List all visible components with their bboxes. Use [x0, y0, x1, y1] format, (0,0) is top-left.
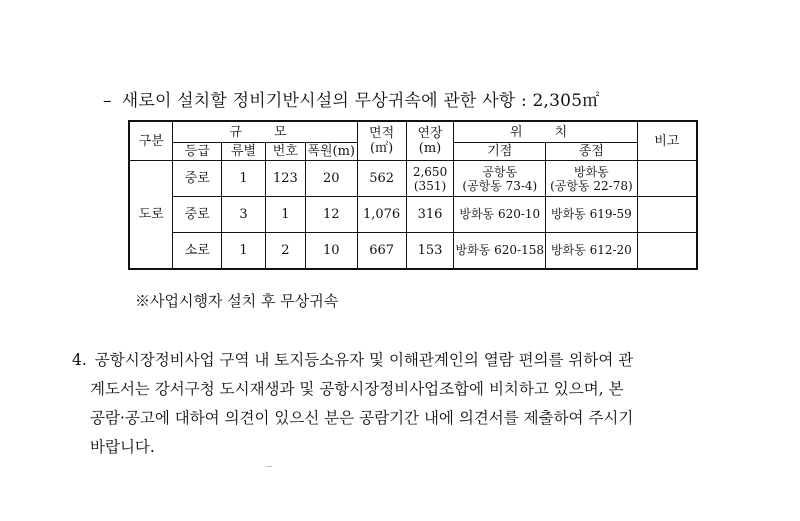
cell-number: 1	[265, 197, 305, 233]
header-width: 폭원(m)	[305, 143, 357, 161]
cell-class: 1	[222, 233, 266, 270]
cell-width: 10	[305, 233, 357, 270]
cell-start: 공항동 (공항동 73-4)	[454, 161, 546, 197]
header-number: 번호	[265, 143, 305, 161]
numbered-paragraph	[72, 348, 752, 464]
cell-number: 2	[265, 233, 305, 270]
cell-area: 562	[357, 161, 406, 197]
header-length: 연장 (m)	[406, 121, 454, 161]
heading-dash: –	[103, 91, 112, 111]
cell-remark	[637, 161, 697, 197]
cell-width: 20	[305, 161, 357, 197]
cell-length: 153	[406, 233, 454, 270]
header-grade: 등급	[173, 143, 222, 161]
header-remark: 비고	[637, 121, 697, 161]
cell-end: 방화동 612-20	[546, 233, 638, 270]
table-row	[129, 197, 697, 233]
cell-end: 방화동 619-59	[546, 197, 638, 233]
cell-number: 123	[265, 161, 305, 197]
cell-area: 667	[357, 233, 406, 270]
header-end: 종점	[546, 143, 638, 161]
cell-length: 316	[406, 197, 454, 233]
cell-end: 방화동 (공항동 22-78)	[546, 161, 638, 197]
infrastructure-table	[128, 120, 698, 270]
cell-class: 1	[222, 161, 266, 197]
cell-remark	[637, 233, 697, 270]
cell-start: 방화동 620-10	[454, 197, 546, 233]
table-note: ※사업시행자 설치 후 무상귀속	[135, 292, 339, 310]
table-row	[129, 161, 697, 197]
table-row	[129, 233, 697, 270]
road-label: 도로	[129, 161, 173, 270]
cell-grade: 중로	[173, 161, 222, 197]
header-category: 구분	[129, 121, 173, 161]
paragraph-text: 공항시장정비사업 구역 내 토지등소유자 및 이해관계인의 열람 편의를 위하여 관	[94, 351, 634, 369]
header-location: 위 치	[454, 121, 637, 143]
header-class: 류별	[222, 143, 266, 161]
section-heading	[103, 86, 599, 111]
cell-grade: 중로	[173, 197, 222, 233]
paragraph-line: 계도서는 강서구청 도시재생과 및 공항시장정비사업조합에 비치하고 있으며, 본	[90, 380, 624, 398]
cell-area: 1,076	[357, 197, 406, 233]
header-area: 면적 (㎡)	[357, 121, 406, 161]
heading-text: 새로이 설치할 정비기반시설의 무상귀속에 관한 사항 : 2,305㎡	[121, 91, 600, 111]
paragraph-line: 바랍니다.	[90, 438, 155, 456]
paragraph-line	[72, 348, 752, 377]
paragraph-line: 공람·공고에 대하여 의견이 있으신 분은 공람기간 내에 의견서를 제출하여 주시기	[90, 409, 634, 427]
cell-length: 2,650 (351)	[406, 161, 454, 197]
paragraph-number: 4.	[72, 351, 87, 369]
cell-width: 12	[305, 197, 357, 233]
header-start: 기점	[454, 143, 546, 161]
cell-start: 방화동 620-158	[454, 233, 546, 270]
page-mark	[266, 466, 272, 467]
header-scale: 규 모	[173, 121, 357, 143]
cell-remark	[637, 197, 697, 233]
cell-class: 3	[222, 197, 266, 233]
cell-grade: 소로	[173, 233, 222, 270]
